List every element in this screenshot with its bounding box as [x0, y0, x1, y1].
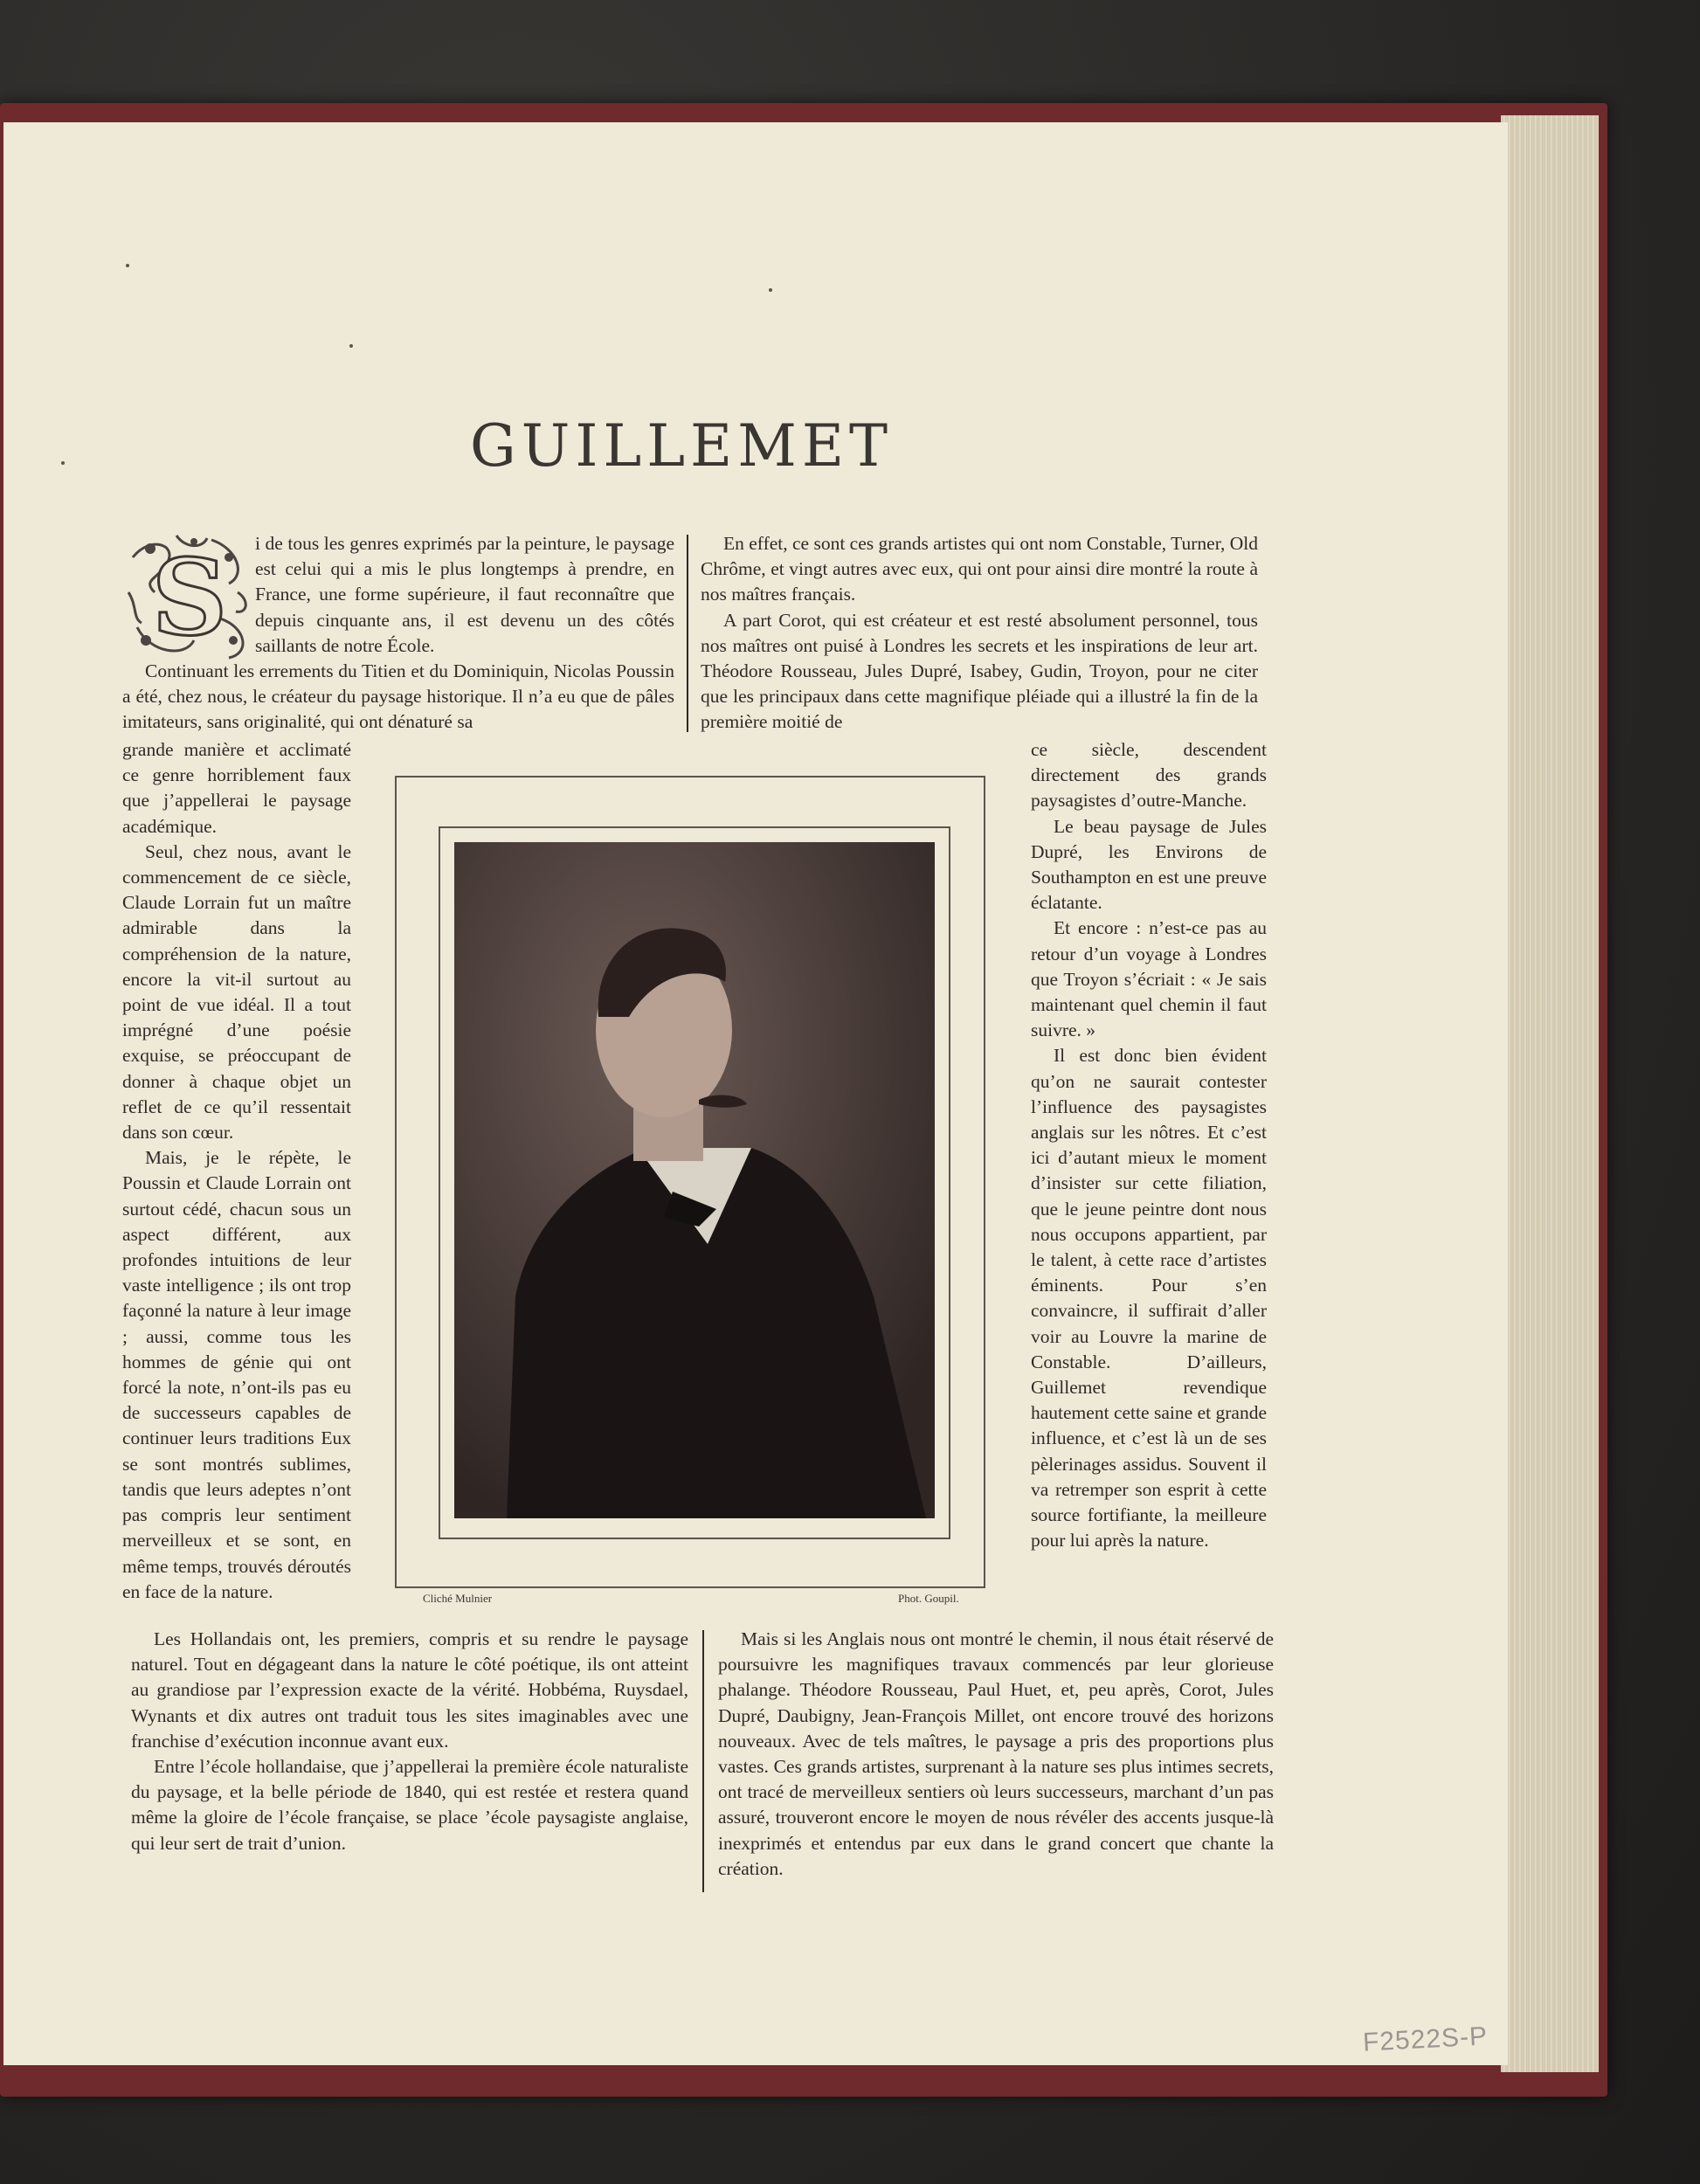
page-title: GUILLEMET: [469, 412, 894, 480]
accession-number: F2522S-P: [1362, 2022, 1489, 2057]
left-narrow-column: [122, 737, 351, 1605]
column-rule-bottom: [702, 1630, 704, 1892]
left-intro-paragraph: [255, 531, 674, 659]
right-narrow-column: [1031, 737, 1267, 1554]
left-top-paragraph: [122, 659, 674, 736]
paragraph: Et encore : n’est-ce pas au retour d’un voyage à Londres que Troyon s’écriait : « Je sais maintenant quel chemin il faut suivre. »: [1031, 917, 1267, 1041]
paragraph: Il est donc bien évident qu’on ne saurait contester l’influence des paysagistes anglais sur les nôtres. Et c’est ici d’autant mieux le moment d’insister sur cette filiation, que le jeune peintre dont nous nous occupons appartient, par le talent, à cette race d’artistes éminents. Pour s’en convaincre, il suffirait d’aller voir au Louvre la marine de Constable. D’ailleurs, Guillemet revendique hautement cette saine et grande influence, et c’est là un de ses pèlerinages assidus. Souvent il va retremper son esprit à cette source fortifiante, la meilleure pour lui après la nature.: [1031, 1045, 1267, 1552]
page-edges: [1501, 115, 1599, 2072]
paragraph: grande manière et acclimaté ce genre horriblement faux que j’appellerai le paysage académique.: [122, 739, 351, 837]
paper-speck: [126, 264, 129, 267]
left-bottom-column: [131, 1627, 688, 1856]
photo-credit-left: Cliché Mulnier: [423, 1592, 493, 1605]
paper-speck: [349, 344, 353, 348]
paragraph: ce siècle, descendent directement des grands paysagistes d’outre-Manche.: [1031, 739, 1267, 812]
photo-credit-right: Phot. Goupil.: [898, 1592, 959, 1605]
paragraph: A part Corot, qui est créateur et est resté absolument personnel, tous nos maîtres ont puisé à Londres les secrets et les inspirations de leur art. Théodore Rousseau, Jules Dupré, Isabey, Gudin, Troyon, pour ne citer que les principaux dans cette magnifique pléiade qui a illustré la fin de la première moitié de: [701, 609, 1258, 733]
paragraph: Entre l’école hollandaise, que j’appellerai la première école naturaliste du paysage, et la belle période de 1840, qui est restée et restera quand même la gloire de l’école française, se place ’école paysagiste anglaise, qui leur sert de trait d’union.: [131, 1756, 688, 1854]
paragraph: Mais si les Anglais nous ont montré le chemin, il nous était réservé de poursuivre les magnifiques travaux commencés par leur glorieuse phalange. Théodore Rousseau, Paul Huet, et, peu après, Corot, Jules Dupré, Daubigny, Jean-François Millet, ont encore trouvé des horizons nouveaux. Avec de tels maîtres, le paysage a pris des proportions plus vastes. Ces grands artistes, surprenant à la nature ses plus intimes secrets, ont tracé de merveilleux sentiers où leurs successeurs, marchant d’un pas assuré, trouveront encore le moyen de nous révéler des accents jusque-là inexprimés et entendus par eux dans le grand concert que chante la création.: [718, 1628, 1274, 1879]
paragraph: Les Hollandais ont, les premiers, compris et su rendre le paysage naturel. Tout en dégageant dans la nature le côté poétique, ils ont atteint au grandiose par l’expression exacte de la vérité. Hobbéma, Ruysdael, Wynants et dix autres ont traduit tous les sites imaginables avec une franchise d’exécution inconnue avant eux.: [131, 1628, 688, 1752]
ornamental-drop-cap: [124, 531, 255, 662]
paper-speck: [769, 288, 772, 292]
right-top-column: [701, 531, 1258, 736]
paragraph: i de tous les genres exprimés par la peinture, le paysage est celui qui a mis le plus longtemps à prendre, en France, une forme supérieure, il faut reconnaître que depuis cinquante ans, il est devenu un des côtés saillants de notre École.: [255, 533, 674, 656]
right-bottom-column: [718, 1627, 1274, 1882]
paragraph: En effet, ce sont ces grands artistes qui ont nom Constable, Turner, Old Chrôme, et vingt autres avec eux, qui ont pour ainsi dire montré la route à nos maîtres français.: [701, 533, 1258, 605]
portrait-photograph: [454, 842, 935, 1518]
column-rule-top: [687, 535, 688, 732]
paragraph: Continuant les errements du Titien et du Dominiquin, Nicolas Poussin a été, chez nous, le créateur du paysage historique. Il n’a eu que de pâles imitateurs, sans originalité, qui ont dénaturé sa: [122, 660, 674, 733]
paragraph: Seul, chez nous, avant le commencement de ce siècle, Claude Lorrain fut un maître admirable dans la compréhension de la nature, encore la vit-il surtout au point de vue idéal. Il a tout imprégné d’une poésie exquise, se préoccupant de donner à chaque objet un reflet de ce qu’il ressentait dans son cœur.: [122, 840, 351, 1144]
paragraph: Le beau paysage de Jules Dupré, les Environs de Southampton en est une preuve éclatante.: [1031, 815, 1267, 914]
drop-cap-letter: S: [151, 536, 228, 660]
paragraph: Mais, je le répète, le Poussin et Claude Lorrain ont surtout cédé, chacun sous un aspect différent, aux profondes intuitions de leur vaste intelligence ; ils ont trop façonné la nature à leur image ; aussi, comme tous les hommes de génie qui ont forcé la note, n’ont-ils pas eu de successeurs capables de continuer leurs traditions Eux se sont montrés sublimes, tandis que leurs adeptes n’ont pas compris leur sentiment merveilleux et se sont, en même temps, trouvés déroutés en face de la nature.: [122, 1147, 351, 1602]
